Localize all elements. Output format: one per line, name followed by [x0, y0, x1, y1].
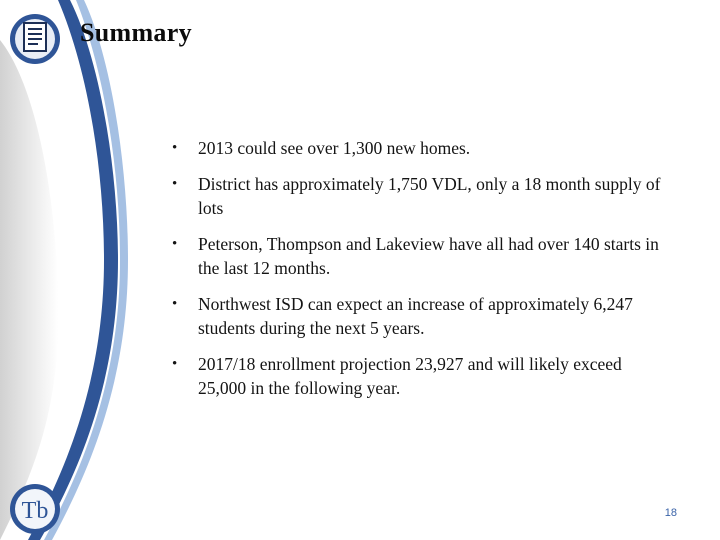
list-item — [172, 292, 672, 340]
bullet-text: District has approximately 1,750 VDL, only a 18 month supply of lots — [198, 174, 661, 218]
bullet-text: Peterson, Thompson and Lakeview have all had over 140 starts in the last 12 months. — [198, 234, 659, 278]
bullet-text: 2017/18 enrollment projection 23,927 and will likely exceed 25,000 in the following year. — [198, 354, 622, 398]
list-item — [172, 352, 672, 400]
bullet-icon: • — [172, 236, 178, 252]
bullet-list — [172, 136, 672, 412]
bullet-icon: • — [172, 296, 178, 312]
list-item — [172, 136, 672, 160]
bullet-text: 2013 could see over 1,300 new homes. — [198, 138, 471, 158]
document-logo-icon — [6, 12, 64, 66]
brand-logo-icon — [6, 482, 64, 536]
decorative-left-sweep — [0, 0, 160, 540]
list-item — [172, 172, 672, 220]
list-item — [172, 232, 672, 280]
bullet-text: Northwest ISD can expect an increase of approximately 6,247 students during the next 5 years. — [198, 294, 633, 338]
page-number: 18 — [664, 507, 677, 519]
slide-title: Summary — [80, 18, 192, 47]
bullet-icon: • — [172, 140, 178, 156]
bullet-icon: • — [172, 356, 178, 372]
bullet-icon: • — [172, 176, 178, 192]
brand-logo-text: Tb — [21, 498, 49, 524]
